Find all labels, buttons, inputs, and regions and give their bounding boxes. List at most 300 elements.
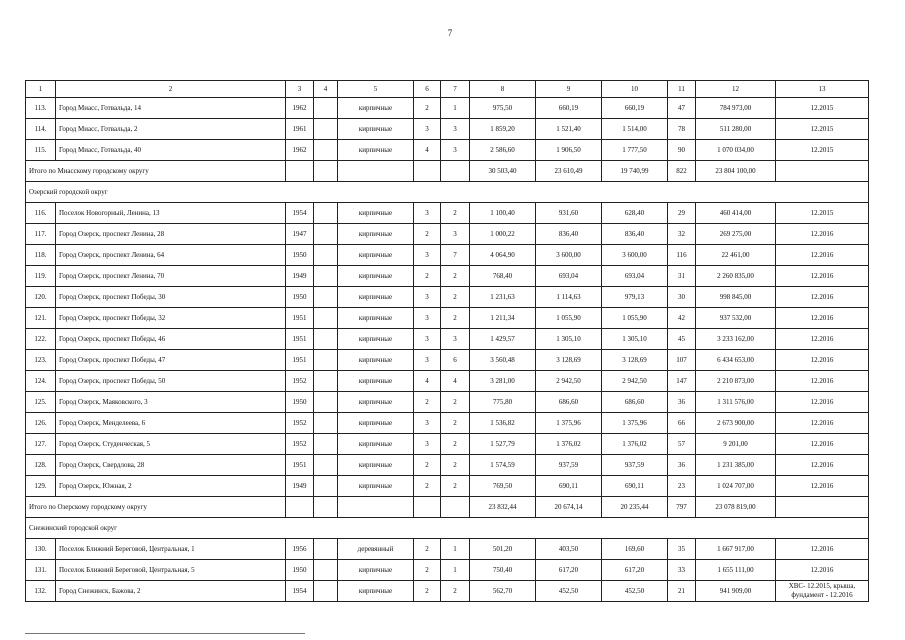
cell-c12: 9 201,00 [696,434,776,455]
cell-c10: 169,60 [602,539,668,560]
housing-registry-table [25,80,869,602]
cell-year: 1949 [286,476,314,497]
cell-c11: 57 [668,434,696,455]
total-c10: 20 235,44 [602,497,668,518]
cell-c4 [314,413,338,434]
cell-c7: 2 [441,413,470,434]
cell-material: кирпичные [338,371,414,392]
cell-c13: 12.2016 [776,224,869,245]
cell-year: 1952 [286,371,314,392]
cell-address: Город Миасс, Готвальда, 14 [56,98,286,119]
total-c9: 23 610,49 [536,161,602,182]
cell-c13: 12.2015 [776,203,869,224]
column-header: 1 [26,81,56,98]
table-row [26,455,869,476]
empty-cell [314,161,338,182]
cell-c9: 931,60 [536,203,602,224]
cell-c4 [314,581,338,602]
cell-c7: 3 [441,329,470,350]
table-body [26,81,869,602]
cell-year: 1952 [286,434,314,455]
cell-c10: 452,50 [602,581,668,602]
cell-c7: 2 [441,266,470,287]
cell-c11: 36 [668,455,696,476]
cell-c4 [314,350,338,371]
cell-c9: 660,19 [536,98,602,119]
cell-c6: 3 [414,329,441,350]
cell-c13: 12.2016 [776,539,869,560]
cell-c10: 1 376,02 [602,434,668,455]
table-row [26,560,869,581]
cell-c10: 3 600,00 [602,245,668,266]
cell-material: деревянный [338,539,414,560]
cell-c11: 21 [668,581,696,602]
cell-c9: 1 114,63 [536,287,602,308]
cell-n: 117. [26,224,56,245]
cell-year: 1956 [286,539,314,560]
cell-c13: 12.2016 [776,308,869,329]
cell-c13: 12.2016 [776,560,869,581]
cell-c4 [314,98,338,119]
cell-n: 116. [26,203,56,224]
cell-c8: 768,40 [470,266,536,287]
total-c9: 20 674,14 [536,497,602,518]
cell-address: Город Озерск, проспект Победы, 46 [56,329,286,350]
cell-material: кирпичные [338,203,414,224]
column-header: 7 [441,81,470,98]
cell-address: Город Озерск, Свердлова, 28 [56,455,286,476]
cell-c8: 750,40 [470,560,536,581]
total-c8: 23 832,44 [470,497,536,518]
cell-material: кирпичные [338,245,414,266]
total-c13 [776,161,869,182]
cell-c7: 3 [441,140,470,161]
cell-c11: 31 [668,266,696,287]
column-header: 3 [286,81,314,98]
cell-c10: 660,19 [602,98,668,119]
empty-cell [441,161,470,182]
cell-c12: 22 461,00 [696,245,776,266]
cell-c9: 937,59 [536,455,602,476]
cell-c4 [314,434,338,455]
cell-address: Город Озерск, Южная, 2 [56,476,286,497]
total-row [26,497,869,518]
cell-c8: 1 574,59 [470,455,536,476]
cell-c13: ХВС- 12.2015, крыша, фундамент - 12.2016 [776,581,869,602]
cell-c12: 784 973,00 [696,98,776,119]
cell-c7: 1 [441,560,470,581]
total-c12: 23 078 819,00 [696,497,776,518]
table-row [26,266,869,287]
cell-c10: 979,13 [602,287,668,308]
cell-c11: 47 [668,98,696,119]
cell-n: 119. [26,266,56,287]
cell-c12: 2 210 873,00 [696,371,776,392]
cell-c6: 3 [414,287,441,308]
cell-material: кирпичные [338,560,414,581]
cell-c4 [314,455,338,476]
cell-n: 115. [26,140,56,161]
cell-c10: 693,04 [602,266,668,287]
cell-c6: 2 [414,98,441,119]
cell-c12: 511 280,00 [696,119,776,140]
column-header: 12 [696,81,776,98]
cell-year: 1951 [286,350,314,371]
cell-c6: 4 [414,371,441,392]
cell-address: Город Озерск, проспект Ленина, 70 [56,266,286,287]
cell-c11: 29 [668,203,696,224]
cell-c11: 66 [668,413,696,434]
total-c13 [776,497,869,518]
cell-c11: 116 [668,245,696,266]
cell-c7: 2 [441,434,470,455]
column-header: 6 [414,81,441,98]
cell-c8: 775,80 [470,392,536,413]
table-row [26,371,869,392]
cell-c11: 23 [668,476,696,497]
cell-year: 1962 [286,98,314,119]
cell-c12: 937 532,00 [696,308,776,329]
cell-n: 118. [26,245,56,266]
cell-material: кирпичные [338,455,414,476]
cell-c7: 2 [441,392,470,413]
cell-c8: 501,20 [470,539,536,560]
cell-year: 1961 [286,119,314,140]
cell-c8: 1 536,82 [470,413,536,434]
cell-c13: 12.2016 [776,476,869,497]
cell-address: Город Миасс, Готвальда, 40 [56,140,286,161]
total-label: Итого по Миасскому городскому округу [26,161,286,182]
cell-c11: 107 [668,350,696,371]
cell-c12: 1 024 707,00 [696,476,776,497]
cell-c6: 3 [414,308,441,329]
cell-year: 1947 [286,224,314,245]
cell-c4 [314,140,338,161]
cell-address: Поселок Ближний Береговой, Центральная, 1 [56,539,286,560]
cell-n: 125. [26,392,56,413]
cell-c6: 2 [414,476,441,497]
table-row [26,329,869,350]
cell-year: 1951 [286,455,314,476]
column-header: 9 [536,81,602,98]
cell-address: Город Озерск, проспект Победы, 30 [56,287,286,308]
section-title: Озерский городской округ [26,182,869,203]
cell-c9: 1 906,50 [536,140,602,161]
cell-c9: 693,04 [536,266,602,287]
cell-c6: 3 [414,245,441,266]
cell-c7: 7 [441,245,470,266]
column-number-row [26,81,869,98]
cell-material: кирпичные [338,350,414,371]
empty-cell [286,497,314,518]
cell-c12: 460 414,00 [696,203,776,224]
cell-c12: 1 311 576,00 [696,392,776,413]
table-row [26,413,869,434]
cell-address: Город Озерск, проспект Победы, 47 [56,350,286,371]
cell-n: 120. [26,287,56,308]
cell-c13: 12.2016 [776,350,869,371]
cell-address: Город Озерск, проспект Победы, 32 [56,308,286,329]
cell-material: кирпичные [338,308,414,329]
cell-c7: 4 [441,371,470,392]
cell-c13: 12.2016 [776,455,869,476]
empty-cell [314,497,338,518]
cell-c6: 3 [414,119,441,140]
bottom-divider [25,633,305,634]
cell-material: кирпичные [338,434,414,455]
table-row [26,119,869,140]
column-header: 5 [338,81,414,98]
cell-c10: 628,40 [602,203,668,224]
cell-c11: 42 [668,308,696,329]
cell-c6: 2 [414,581,441,602]
cell-address: Поселок Ближний Береговой, Центральная, 5 [56,560,286,581]
cell-c12: 269 275,00 [696,224,776,245]
cell-c7: 2 [441,476,470,497]
cell-c13: 12.2015 [776,98,869,119]
cell-c12: 2 673 900,00 [696,413,776,434]
table-row [26,245,869,266]
table-row [26,434,869,455]
cell-c13: 12.2016 [776,434,869,455]
cell-year: 1954 [286,581,314,602]
cell-address: Город Озерск, проспект Ленина, 64 [56,245,286,266]
cell-c13: 12.2015 [776,119,869,140]
table-row [26,581,869,602]
cell-n: 132. [26,581,56,602]
cell-n: 124. [26,371,56,392]
total-c8: 30 503,40 [470,161,536,182]
cell-c12: 3 233 162,00 [696,329,776,350]
table-row [26,539,869,560]
cell-c11: 78 [668,119,696,140]
cell-n: 129. [26,476,56,497]
cell-c6: 3 [414,350,441,371]
page-number: 7 [447,28,453,38]
cell-material: кирпичные [338,119,414,140]
cell-c8: 1 859,20 [470,119,536,140]
cell-c7: 6 [441,350,470,371]
cell-c6: 2 [414,560,441,581]
total-row [26,161,869,182]
cell-year: 1949 [286,266,314,287]
cell-address: Город Озерск, Маяковского, 3 [56,392,286,413]
cell-c8: 3 560,48 [470,350,536,371]
cell-c7: 1 [441,98,470,119]
cell-c9: 1 305,10 [536,329,602,350]
cell-year: 1962 [286,140,314,161]
cell-c6: 3 [414,203,441,224]
total-c10: 19 740,99 [602,161,668,182]
cell-c6: 2 [414,224,441,245]
cell-c9: 836,40 [536,224,602,245]
cell-c4 [314,308,338,329]
cell-c4 [314,224,338,245]
total-c11: 797 [668,497,696,518]
cell-n: 130. [26,539,56,560]
cell-c8: 2 586,60 [470,140,536,161]
cell-address: Город Озерск, проспект Победы, 50 [56,371,286,392]
cell-c6: 2 [414,539,441,560]
cell-c10: 2 942,50 [602,371,668,392]
cell-c12: 998 845,00 [696,287,776,308]
cell-address: Город Озерск, Студенческая, 5 [56,434,286,455]
cell-c13: 12.2016 [776,245,869,266]
column-header: 11 [668,81,696,98]
cell-c4 [314,266,338,287]
cell-c10: 836,40 [602,224,668,245]
cell-c9: 1 521,40 [536,119,602,140]
cell-c12: 2 260 835,00 [696,266,776,287]
cell-year: 1954 [286,203,314,224]
column-header: 13 [776,81,869,98]
cell-c9: 1 376,02 [536,434,602,455]
cell-material: кирпичные [338,224,414,245]
cell-c10: 1 055,90 [602,308,668,329]
cell-c4 [314,119,338,140]
cell-year: 1951 [286,308,314,329]
table-row [26,140,869,161]
column-header: 10 [602,81,668,98]
cell-c11: 147 [668,371,696,392]
cell-c12: 1 070 034,00 [696,140,776,161]
cell-material: кирпичные [338,476,414,497]
cell-c9: 2 942,50 [536,371,602,392]
cell-c11: 30 [668,287,696,308]
cell-c4 [314,560,338,581]
cell-year: 1952 [286,413,314,434]
cell-year: 1950 [286,245,314,266]
cell-c12: 6 434 653,00 [696,350,776,371]
cell-c4 [314,203,338,224]
cell-c12: 1 231 385,00 [696,455,776,476]
cell-c9: 3 600,00 [536,245,602,266]
cell-c8: 562,70 [470,581,536,602]
cell-n: 114. [26,119,56,140]
section-title: Снежинский городской округ [26,518,869,539]
cell-material: кирпичные [338,392,414,413]
cell-c11: 90 [668,140,696,161]
cell-n: 128. [26,455,56,476]
cell-c11: 36 [668,392,696,413]
empty-cell [414,161,441,182]
cell-n: 121. [26,308,56,329]
column-header: 4 [314,81,338,98]
cell-c7: 3 [441,224,470,245]
cell-material: кирпичные [338,287,414,308]
cell-c9: 1 055,90 [536,308,602,329]
table-row [26,224,869,245]
cell-c11: 32 [668,224,696,245]
cell-c8: 1 429,57 [470,329,536,350]
table-row [26,392,869,413]
column-header: 8 [470,81,536,98]
cell-c10: 1 305,10 [602,329,668,350]
column-header: 2 [56,81,286,98]
cell-c4 [314,539,338,560]
cell-c8: 975,50 [470,98,536,119]
empty-cell [441,497,470,518]
cell-c4 [314,245,338,266]
cell-c8: 1 231,63 [470,287,536,308]
cell-c9: 686,60 [536,392,602,413]
table-row [26,308,869,329]
cell-c11: 45 [668,329,696,350]
cell-c8: 4 064,90 [470,245,536,266]
cell-c7: 2 [441,308,470,329]
cell-c9: 617,20 [536,560,602,581]
cell-c10: 690,11 [602,476,668,497]
section-heading-row [26,182,869,203]
cell-material: кирпичные [338,413,414,434]
cell-c8: 1 211,34 [470,308,536,329]
empty-cell [286,161,314,182]
cell-n: 113. [26,98,56,119]
cell-c9: 690,11 [536,476,602,497]
cell-c11: 33 [668,560,696,581]
cell-material: кирпичные [338,266,414,287]
cell-c10: 686,60 [602,392,668,413]
cell-address: Поселок Новогорный, Ленина, 13 [56,203,286,224]
cell-c13: 12.2016 [776,329,869,350]
cell-material: кирпичные [338,140,414,161]
cell-c10: 1 375,96 [602,413,668,434]
cell-c8: 3 281,00 [470,371,536,392]
cell-year: 1951 [286,329,314,350]
cell-n: 131. [26,560,56,581]
cell-c11: 35 [668,539,696,560]
cell-year: 1950 [286,392,314,413]
cell-n: 126. [26,413,56,434]
total-c11: 822 [668,161,696,182]
cell-c13: 12.2016 [776,371,869,392]
cell-c13: 12.2015 [776,140,869,161]
cell-year: 1950 [286,560,314,581]
table-row [26,98,869,119]
cell-c7: 1 [441,539,470,560]
cell-n: 122. [26,329,56,350]
cell-c8: 1 100,40 [470,203,536,224]
cell-address: Город Озерск, Менделеева, 6 [56,413,286,434]
cell-n: 127. [26,434,56,455]
cell-address: Город Снежинск, Бажова, 2 [56,581,286,602]
empty-cell [338,497,414,518]
cell-address: Город Миасс, Готвальда, 2 [56,119,286,140]
cell-c12: 1 667 917,00 [696,539,776,560]
cell-c7: 2 [441,287,470,308]
cell-c9: 452,50 [536,581,602,602]
cell-c6: 2 [414,266,441,287]
cell-c13: 12.2016 [776,287,869,308]
table-row [26,350,869,371]
cell-c6: 4 [414,140,441,161]
cell-address: Город Озерск, проспект Ленина, 28 [56,224,286,245]
empty-cell [414,497,441,518]
cell-c12: 1 655 111,00 [696,560,776,581]
cell-material: кирпичные [338,329,414,350]
cell-material: кирпичные [338,581,414,602]
cell-c13: 12.2016 [776,392,869,413]
cell-c7: 3 [441,119,470,140]
cell-material: кирпичные [338,98,414,119]
cell-c13: 12.2016 [776,413,869,434]
cell-c7: 2 [441,455,470,476]
cell-year: 1950 [286,287,314,308]
section-heading-row [26,518,869,539]
cell-c9: 403,50 [536,539,602,560]
cell-c4 [314,329,338,350]
empty-cell [338,161,414,182]
